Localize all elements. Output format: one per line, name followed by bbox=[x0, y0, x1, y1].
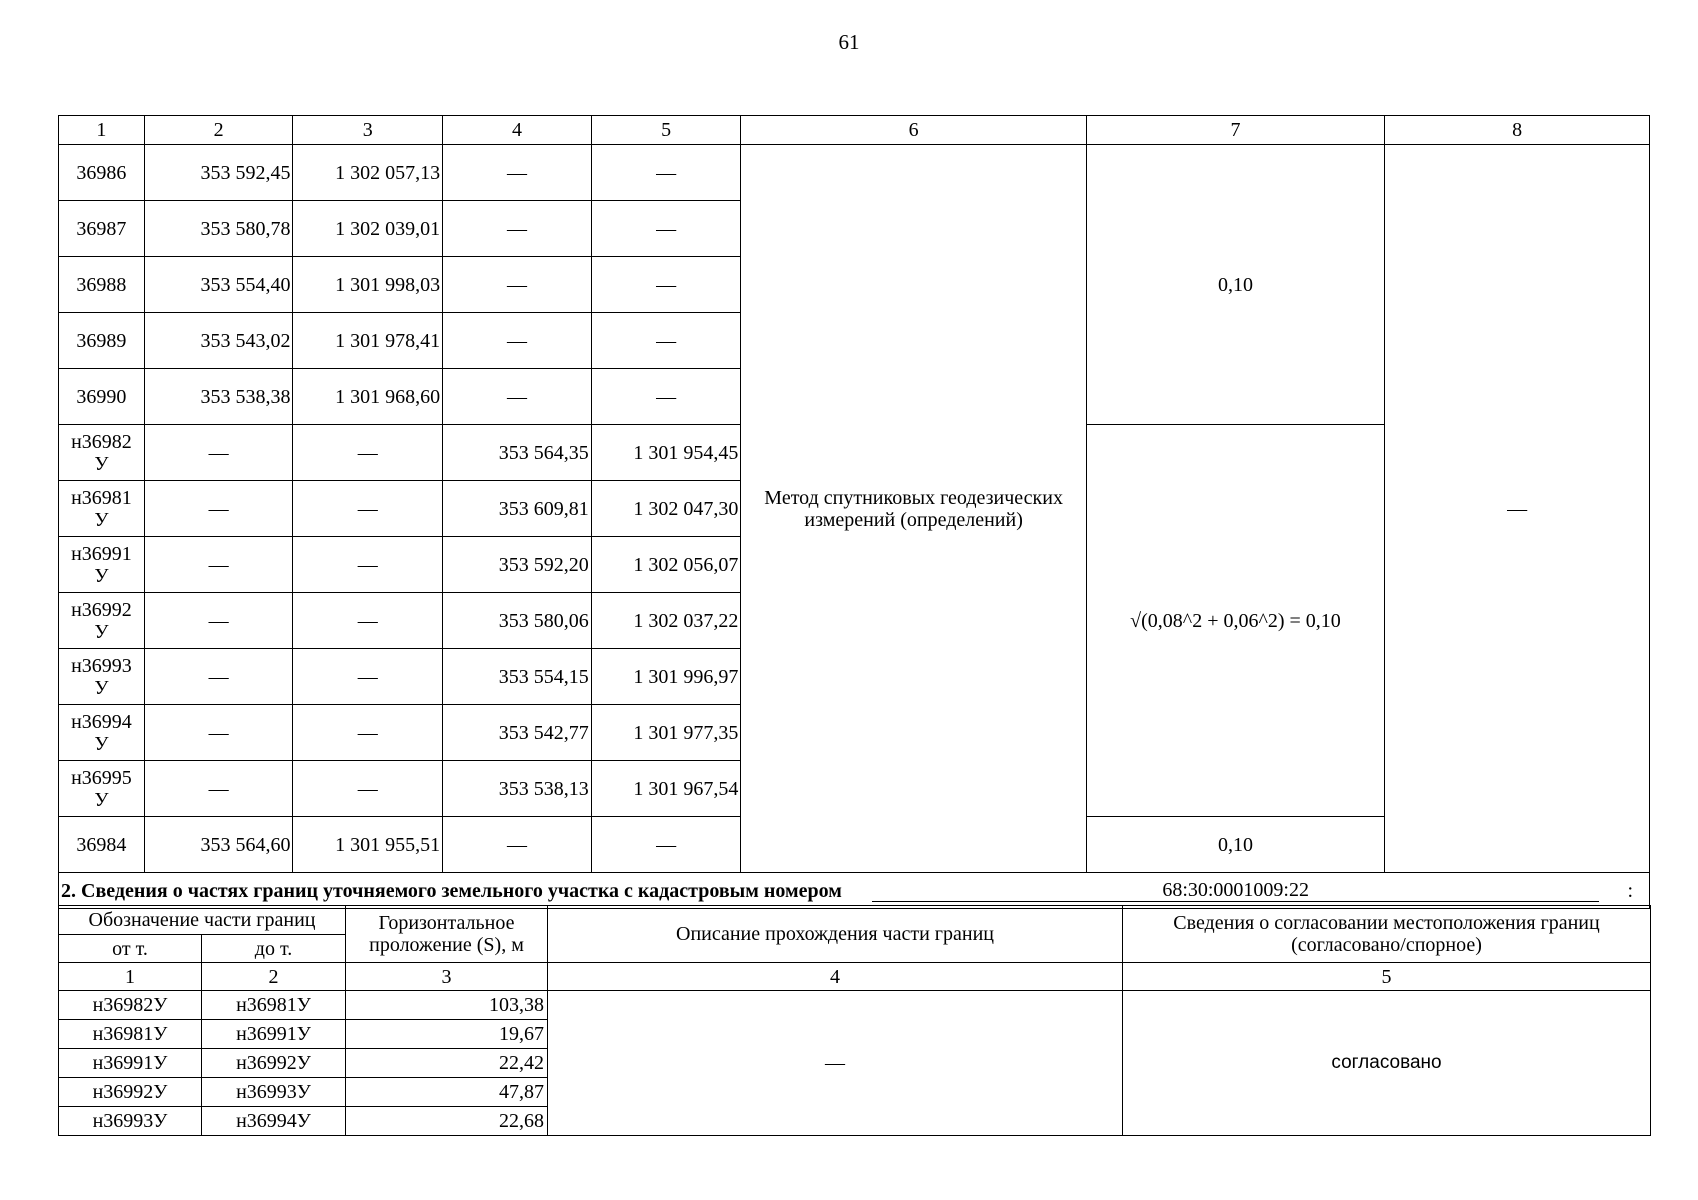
x-coordinate-cell: — bbox=[144, 761, 293, 817]
point-name-cell: 36984 bbox=[59, 817, 145, 873]
new-x-coordinate-cell: 353 592,20 bbox=[443, 537, 592, 593]
new-y-coordinate-cell: 1 301 996,97 bbox=[591, 649, 741, 705]
new-x-coordinate-cell: 353 609,81 bbox=[443, 481, 592, 537]
point-name-cell: 36986 bbox=[59, 145, 145, 201]
column-number: 1 bbox=[59, 963, 202, 991]
part-from-cell: н36993У bbox=[59, 1107, 202, 1136]
x-coordinate-cell: 353 564,60 bbox=[144, 817, 293, 873]
point-name-cell: 36988 bbox=[59, 257, 145, 313]
parts-header-row bbox=[59, 906, 1651, 935]
part-length-cell: 22,68 bbox=[346, 1107, 548, 1136]
section-2-colon: : bbox=[1627, 879, 1633, 902]
y-coordinate-cell: 1 301 978,41 bbox=[293, 313, 443, 369]
part-from-cell: н36992У bbox=[59, 1078, 202, 1107]
x-coordinate-cell: — bbox=[144, 649, 293, 705]
point-name-cell: н36981 У bbox=[59, 481, 145, 537]
part-length-cell: 22,42 bbox=[346, 1049, 548, 1078]
column-number: 4 bbox=[548, 963, 1123, 991]
part-length-cell: 47,87 bbox=[346, 1078, 548, 1107]
header-description: Описание прохождения части границ bbox=[548, 906, 1123, 963]
accuracy-top-cell: 0,10 bbox=[1086, 145, 1384, 425]
new-y-coordinate-cell: 1 302 037,22 bbox=[591, 593, 741, 649]
header-cell: 5 bbox=[591, 116, 741, 145]
point-name-cell: н36993 У bbox=[59, 649, 145, 705]
header-cell: 7 bbox=[1086, 116, 1384, 145]
point-name-cell: 36990 bbox=[59, 369, 145, 425]
point-name-cell: 36989 bbox=[59, 313, 145, 369]
section-2-heading bbox=[61, 873, 1647, 908]
new-x-coordinate-cell: — bbox=[443, 257, 592, 313]
part-to-cell: н36992У bbox=[202, 1049, 346, 1078]
header-cell: 2 bbox=[144, 116, 293, 145]
parts-column-numbers bbox=[59, 963, 1651, 991]
x-coordinate-cell: — bbox=[144, 593, 293, 649]
x-coordinate-cell: 353 592,45 bbox=[144, 145, 293, 201]
part-from-cell: н36981У bbox=[59, 1020, 202, 1049]
y-coordinate-cell: — bbox=[293, 481, 443, 537]
new-x-coordinate-cell: 353 564,35 bbox=[443, 425, 592, 481]
x-coordinate-cell: 353 580,78 bbox=[144, 201, 293, 257]
new-y-coordinate-cell: — bbox=[591, 201, 741, 257]
y-coordinate-cell: — bbox=[293, 649, 443, 705]
part-to-cell: н36994У bbox=[202, 1107, 346, 1136]
new-x-coordinate-cell: — bbox=[443, 201, 592, 257]
header-designation: Обозначение части границ bbox=[59, 906, 346, 935]
new-x-coordinate-cell: — bbox=[443, 817, 592, 873]
part-to-cell: н36991У bbox=[202, 1020, 346, 1049]
y-coordinate-cell: — bbox=[293, 537, 443, 593]
y-coordinate-cell: — bbox=[293, 705, 443, 761]
point-name-cell: н36991 У bbox=[59, 537, 145, 593]
y-coordinate-cell: — bbox=[293, 425, 443, 481]
new-x-coordinate-cell: 353 580,06 bbox=[443, 593, 592, 649]
header-from: от т. bbox=[59, 935, 202, 963]
new-x-coordinate-cell: — bbox=[443, 145, 592, 201]
x-coordinate-cell: 353 543,02 bbox=[144, 313, 293, 369]
new-y-coordinate-cell: — bbox=[591, 257, 741, 313]
new-x-coordinate-cell: — bbox=[443, 369, 592, 425]
x-coordinate-cell: 353 538,38 bbox=[144, 369, 293, 425]
point-name-cell: н36994 У bbox=[59, 705, 145, 761]
header-to: до т. bbox=[202, 935, 346, 963]
part-from-cell: н36991У bbox=[59, 1049, 202, 1078]
new-y-coordinate-cell: 1 301 954,45 bbox=[591, 425, 741, 481]
header-agreement: Сведения о согласовании местоположения границ (согласовано/спорное) bbox=[1123, 906, 1651, 963]
header-cell: 6 bbox=[741, 116, 1086, 145]
point-name-cell: н36982 У bbox=[59, 425, 145, 481]
new-y-coordinate-cell: — bbox=[591, 313, 741, 369]
coordinates-table bbox=[58, 115, 1650, 909]
new-y-coordinate-cell: — bbox=[591, 145, 741, 201]
new-y-coordinate-cell: 1 302 056,07 bbox=[591, 537, 741, 593]
point-name-cell: н36995 У bbox=[59, 761, 145, 817]
new-x-coordinate-cell: 353 554,15 bbox=[443, 649, 592, 705]
coordinate-row bbox=[59, 145, 1650, 201]
header-cell: 1 bbox=[59, 116, 145, 145]
accuracy-bottom-cell: 0,10 bbox=[1086, 817, 1384, 873]
part-agreement-cell: согласовано bbox=[1123, 991, 1651, 1136]
x-coordinate-cell: 353 554,40 bbox=[144, 257, 293, 313]
point-name-cell: н36992 У bbox=[59, 593, 145, 649]
column8-cell: — bbox=[1385, 145, 1650, 873]
section-2-title: 2. Сведения о частях границ уточняемого земельного участка с кадастровым номером bbox=[61, 879, 842, 902]
new-x-coordinate-cell: — bbox=[443, 313, 592, 369]
x-coordinate-cell: — bbox=[144, 537, 293, 593]
page-number: 61 bbox=[838, 30, 860, 54]
part-from-cell: н36982У bbox=[59, 991, 202, 1020]
y-coordinate-cell: 1 301 968,60 bbox=[293, 369, 443, 425]
point-name-cell: 36987 bbox=[59, 201, 145, 257]
new-y-coordinate-cell: — bbox=[591, 369, 741, 425]
coordinates-header-row bbox=[59, 116, 1650, 145]
y-coordinate-cell: 1 301 955,51 bbox=[293, 817, 443, 873]
new-y-coordinate-cell: 1 302 047,30 bbox=[591, 481, 741, 537]
part-to-cell: н36993У bbox=[202, 1078, 346, 1107]
boundary-part-row bbox=[59, 991, 1651, 1020]
header-length: Горизонтальное проложение (S), м bbox=[346, 906, 548, 963]
cadastral-number: 68:30:0001009:22 bbox=[872, 879, 1600, 902]
new-y-coordinate-cell: 1 301 967,54 bbox=[591, 761, 741, 817]
accuracy-formula-cell: √(0,08^2 + 0,06^2) = 0,10 bbox=[1086, 425, 1384, 817]
method-cell: Метод спутниковых геодезических измерений (определений) bbox=[741, 145, 1086, 873]
y-coordinate-cell: — bbox=[293, 761, 443, 817]
header-cell: 3 bbox=[293, 116, 443, 145]
y-coordinate-cell: 1 302 039,01 bbox=[293, 201, 443, 257]
x-coordinate-cell: — bbox=[144, 425, 293, 481]
x-coordinate-cell: — bbox=[144, 481, 293, 537]
header-cell: 8 bbox=[1385, 116, 1650, 145]
new-x-coordinate-cell: 353 538,13 bbox=[443, 761, 592, 817]
part-description-cell: — bbox=[548, 991, 1123, 1136]
section-2-heading-cell bbox=[59, 873, 1650, 909]
x-coordinate-cell: — bbox=[144, 705, 293, 761]
section-2-heading-row bbox=[59, 873, 1650, 909]
column-number: 2 bbox=[202, 963, 346, 991]
part-length-cell: 103,38 bbox=[346, 991, 548, 1020]
column-number: 3 bbox=[346, 963, 548, 991]
y-coordinate-cell: 1 302 057,13 bbox=[293, 145, 443, 201]
new-y-coordinate-cell: — bbox=[591, 817, 741, 873]
header-cell: 4 bbox=[443, 116, 592, 145]
part-length-cell: 19,67 bbox=[346, 1020, 548, 1049]
y-coordinate-cell: — bbox=[293, 593, 443, 649]
y-coordinate-cell: 1 301 998,03 bbox=[293, 257, 443, 313]
new-y-coordinate-cell: 1 301 977,35 bbox=[591, 705, 741, 761]
column-number: 5 bbox=[1123, 963, 1651, 991]
part-to-cell: н36981У bbox=[202, 991, 346, 1020]
new-x-coordinate-cell: 353 542,77 bbox=[443, 705, 592, 761]
boundary-parts-table bbox=[58, 905, 1651, 1136]
